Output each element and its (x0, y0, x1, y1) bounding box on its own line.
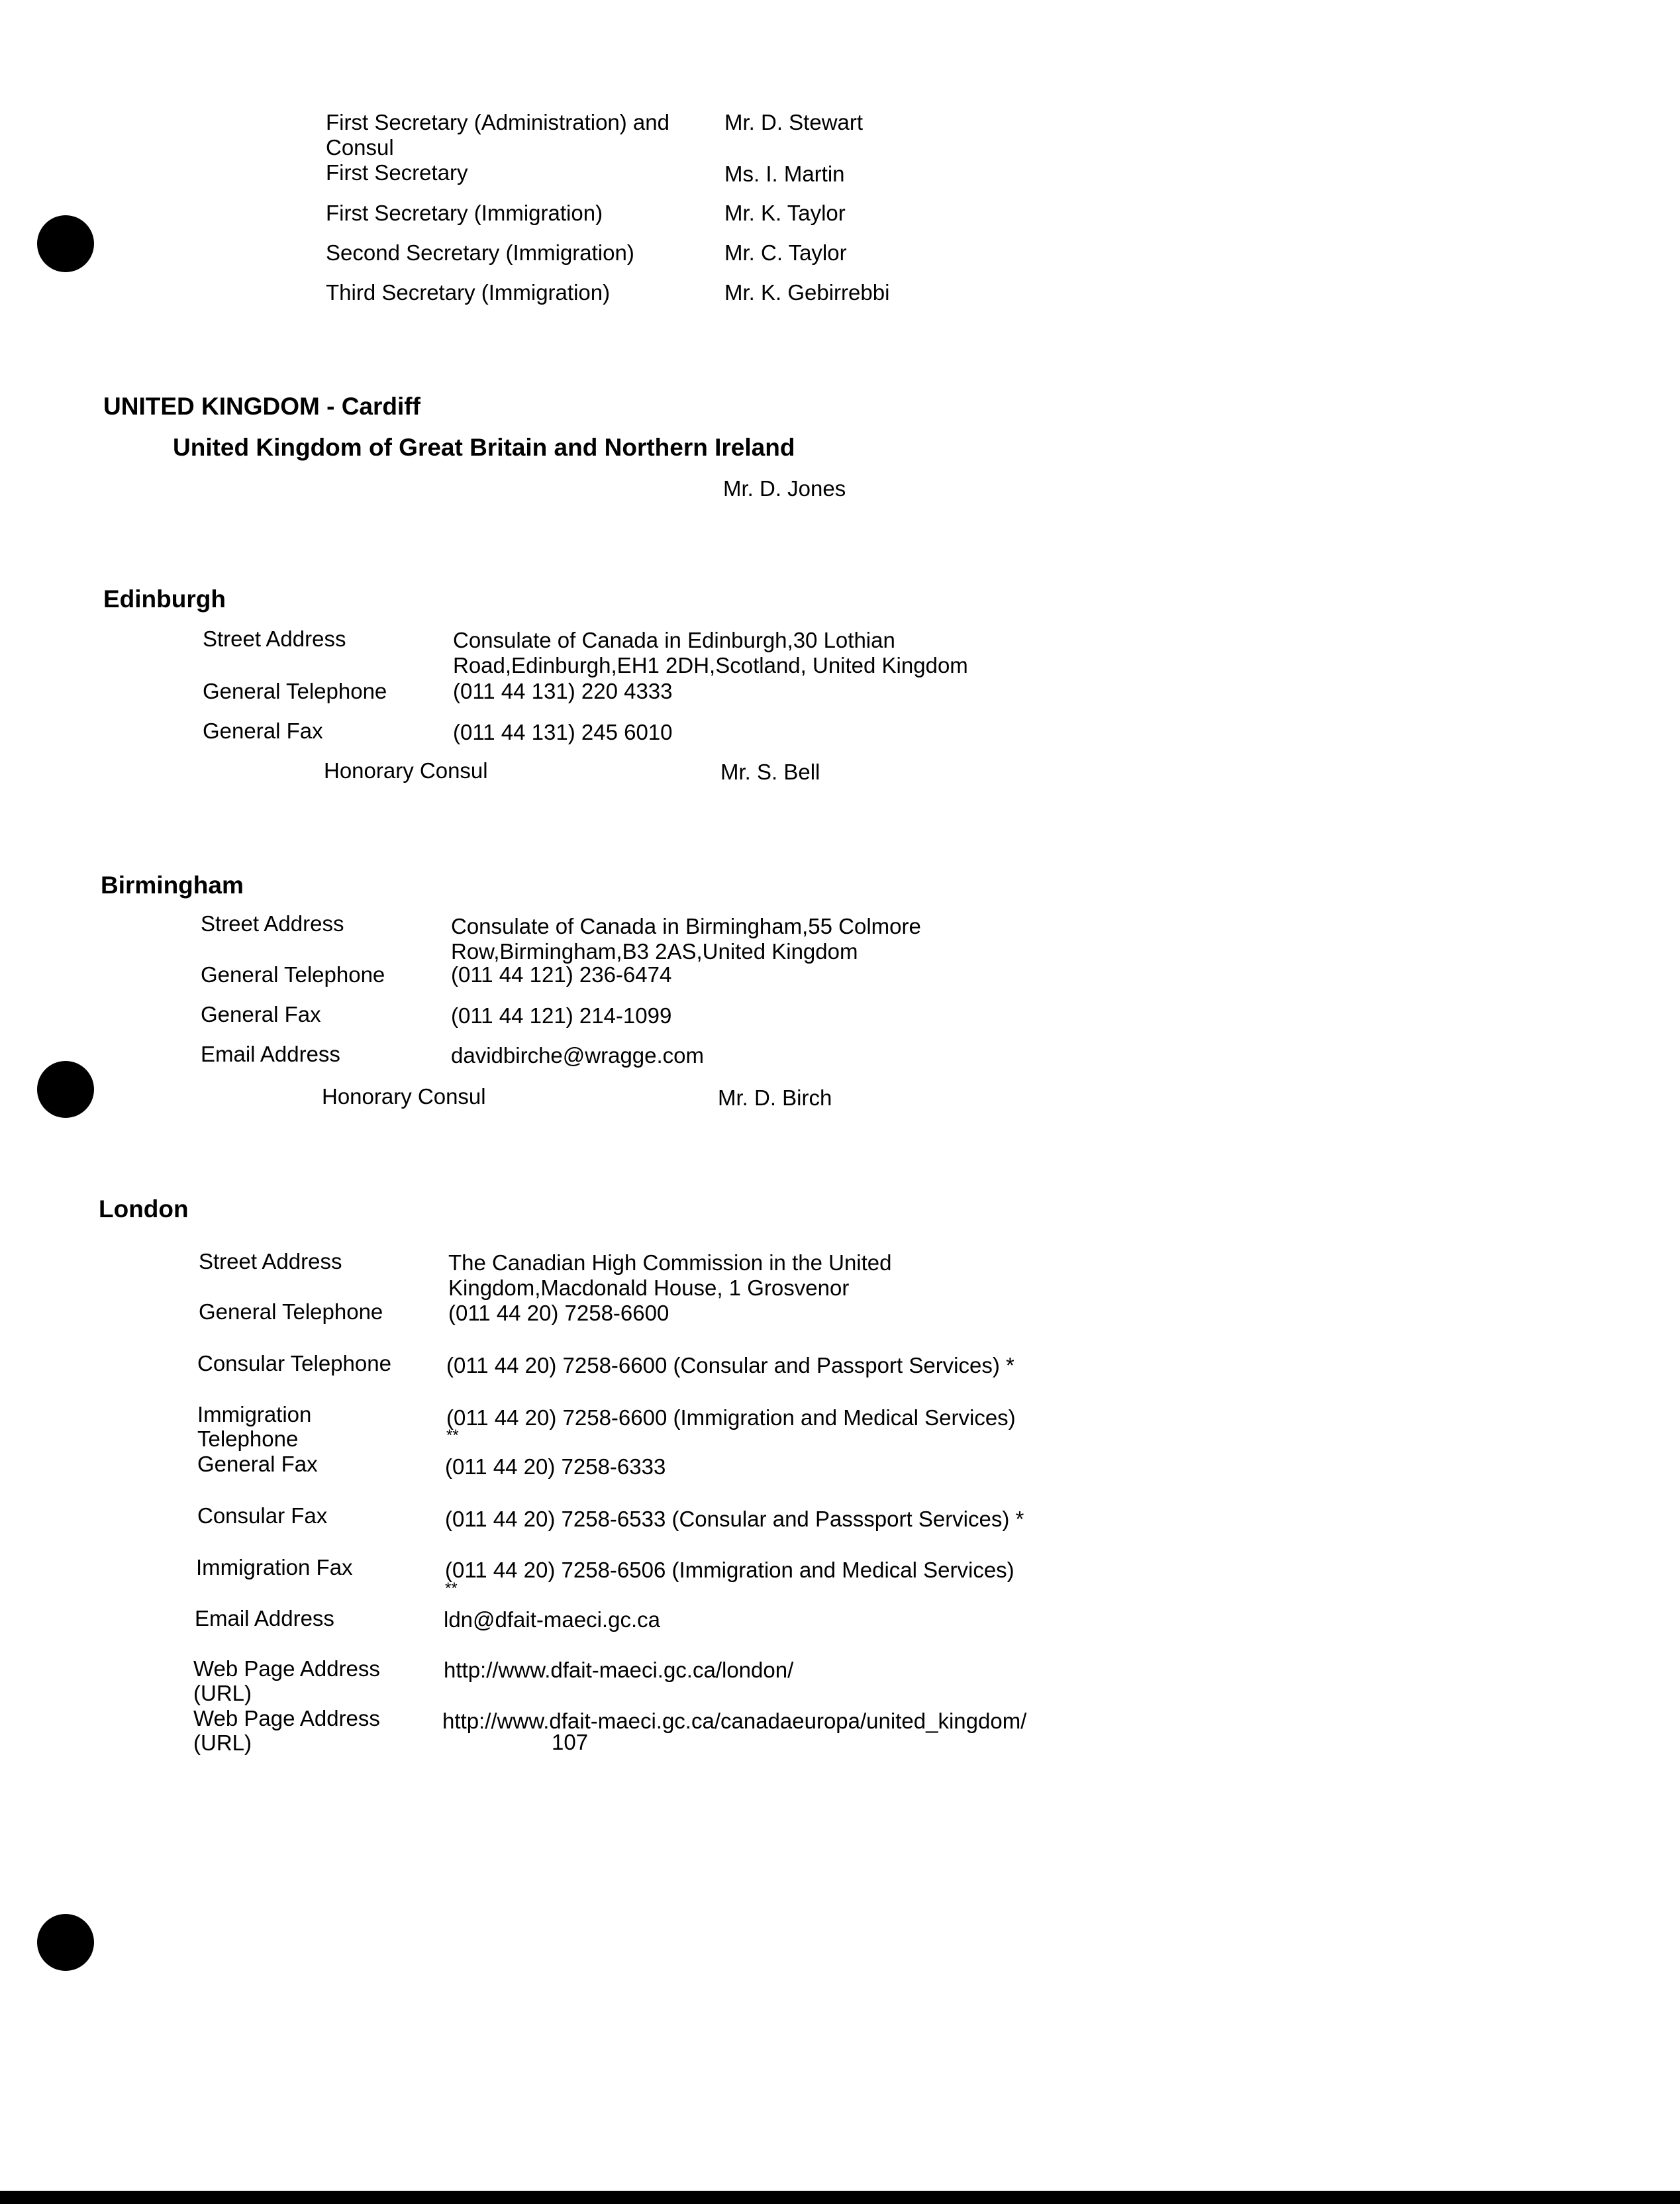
field-label: Street Address (199, 1249, 342, 1274)
email-link[interactable]: davidbirche@wragge.com (451, 1043, 705, 1068)
section-heading: Edinburgh (103, 585, 226, 613)
field-value: (011 44 131) 245 6010 (453, 720, 673, 744)
field-value: (011 44 131) 220 4333 (453, 679, 673, 703)
binder-hole-middle (37, 1061, 94, 1118)
staff-name: Mr. K. Taylor (724, 201, 846, 225)
web-link[interactable]: http://www.dfait-maeci.gc.ca/london/ (444, 1658, 794, 1682)
footnote-mark: ** (446, 1427, 459, 1444)
field-label: Email Address (195, 1606, 334, 1630)
field-value: The Canadian High Commission in the United (448, 1250, 892, 1275)
field-value: (011 44 20) 7258-6600 (Consular and Passport Services) * (446, 1353, 1014, 1378)
staff-name: Mr. K. Gebirrebbi (724, 280, 890, 305)
field-label: Web Page Address (193, 1706, 380, 1730)
field-label: Web Page Address (193, 1656, 380, 1681)
field-label: Street Address (203, 626, 346, 651)
field-value: (011 44 20) 7258-6333 (445, 1454, 666, 1479)
consul-title: Honorary Consul (322, 1084, 486, 1109)
section-subheading: United Kingdom of Great Britain and Northern Ireland (173, 434, 795, 461)
staff-title: Second Secretary (Immigration) (326, 240, 634, 265)
staff-name: Mr. C. Taylor (724, 240, 847, 265)
field-value: (011 44 121) 236-6474 (451, 962, 672, 987)
footnote-mark: ** (445, 1579, 458, 1597)
staff-title: First Secretary (Immigration) (326, 201, 603, 225)
field-value: (011 44 121) 214-1099 (451, 1003, 672, 1028)
field-value: (011 44 20) 7258-6506 (Immigration and Medical Services) (445, 1558, 1014, 1582)
field-label: (URL) (193, 1730, 252, 1755)
field-label: Consular Telephone (197, 1351, 391, 1376)
staff-title: First Secretary (Administration) and Consul (326, 110, 669, 160)
staff-title: First Secretary (326, 160, 468, 185)
field-label: General Telephone (201, 962, 385, 987)
field-value: Consulate of Canada in Edinburgh,30 Lothian (453, 628, 895, 652)
field-value: Road,Edinburgh,EH1 2DH,Scotland, United Kingdom (453, 653, 968, 677)
field-label: General Telephone (199, 1299, 383, 1324)
field-value: (011 44 20) 7258-6533 (Consular and Passsport Services) * (445, 1507, 1024, 1531)
email-link[interactable]: ldn@dfait-maeci.gc.ca (444, 1607, 660, 1632)
consul-name: Mr. S. Bell (720, 760, 820, 784)
field-label: (URL) (193, 1681, 252, 1705)
section-heading: Birmingham (101, 872, 244, 899)
field-label: Email Address (201, 1042, 340, 1066)
field-value: Kingdom,Macdonald House, 1 Grosvenor (448, 1276, 850, 1300)
field-value: Row,Birmingham,B3 2AS,United Kingdom (451, 939, 858, 964)
field-value: Consulate of Canada in Birmingham,55 Colmore (451, 914, 921, 938)
field-value: (011 44 20) 7258-6600 (448, 1301, 669, 1325)
binder-hole-bottom (37, 1914, 94, 1971)
field-label: Street Address (201, 911, 344, 936)
consul-title: Honorary Consul (324, 758, 488, 783)
staff-name: Mr. D. Stewart (724, 110, 864, 134)
section-heading: UNITED KINGDOM - Cardiff (103, 393, 420, 420)
staff-name: Mr. D. Jones (723, 476, 846, 501)
web-link[interactable]: http://www.dfait-maeci.gc.ca/canadaeuropa/united_kingdom/ (442, 1709, 1027, 1733)
staff-name: Ms. I. Martin (724, 162, 845, 186)
field-label: General Fax (197, 1452, 318, 1476)
consul-name: Mr. D. Birch (718, 1085, 832, 1110)
field-label: Telephone (197, 1427, 299, 1451)
section-heading: London (99, 1195, 189, 1223)
scan-edge-bar (0, 2191, 1680, 2204)
field-label: General Fax (203, 719, 323, 743)
field-label: General Fax (201, 1002, 321, 1027)
field-label: Immigration (197, 1402, 312, 1427)
staff-title: Third Secretary (Immigration) (326, 280, 611, 305)
page-number: 107 (552, 1730, 589, 1754)
field-label: Immigration Fax (196, 1555, 353, 1579)
field-value: (011 44 20) 7258-6600 (Immigration and Medical Services) (446, 1405, 1016, 1430)
field-label: General Telephone (203, 679, 387, 703)
binder-hole-top (37, 215, 94, 272)
field-label: Consular Fax (197, 1503, 328, 1528)
